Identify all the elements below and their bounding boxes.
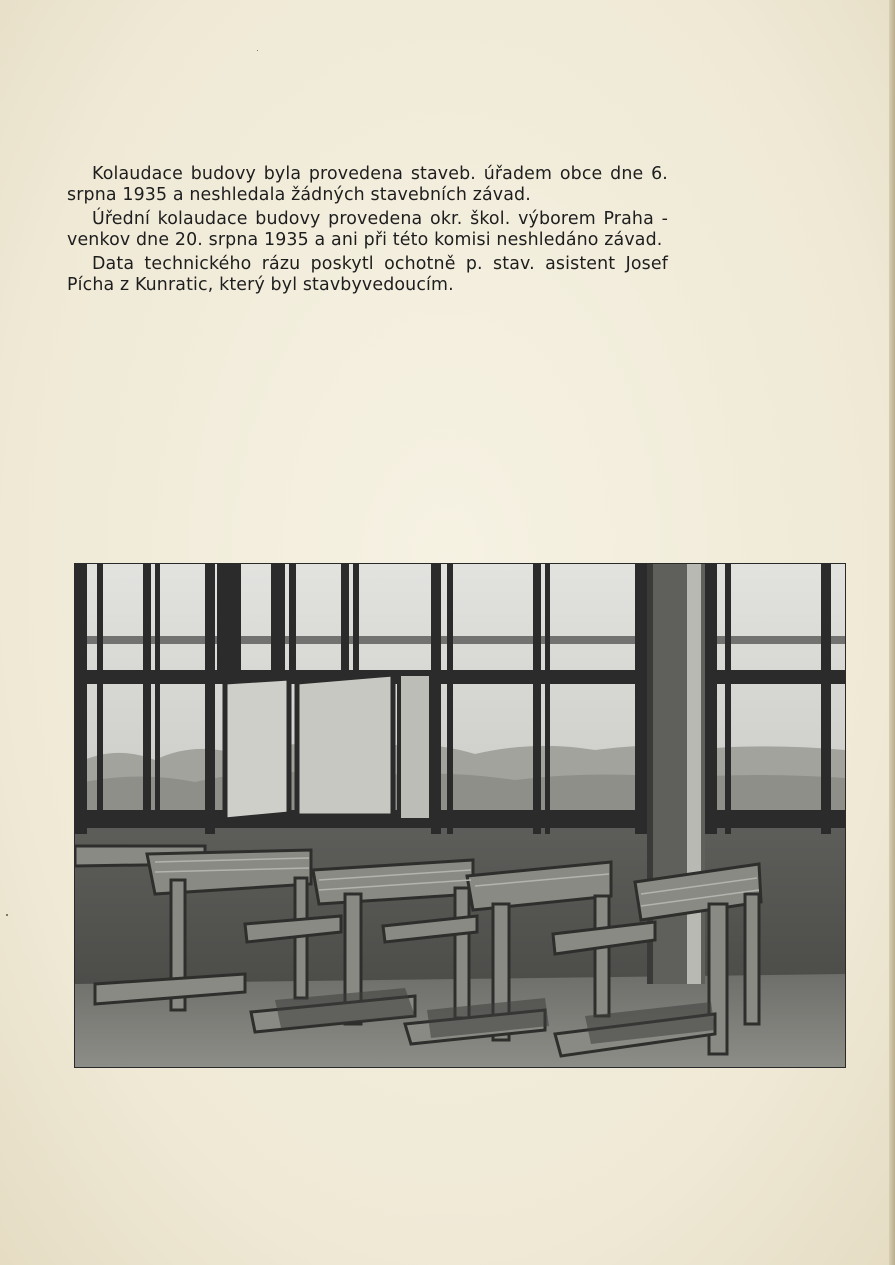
page-edge [889,0,895,1265]
paragraph-1: Kolaudace budovy byla provedena staveb. úřadem obce dne 6. srpna 1935 a neshledala žádných stavebních závad. [67,164,668,205]
paragraph-3: Data technického rázu poskytl ochotně p. stav. asistent Josef Pícha z Kunratic, který byl stavbyvedoucím. [67,254,668,295]
body-text [67,164,668,299]
paragraph-2: Úřední kolaudace budovy provedena okr. škol. výborem Praha - venkov dne 20. srpna 1935 a ani při této komisi neshledáno závad. [67,209,668,250]
classroom-photo [74,563,846,1068]
paper-speck [6,914,8,916]
paper-speck [257,50,258,51]
classroom-photo-drawing [75,564,845,1067]
